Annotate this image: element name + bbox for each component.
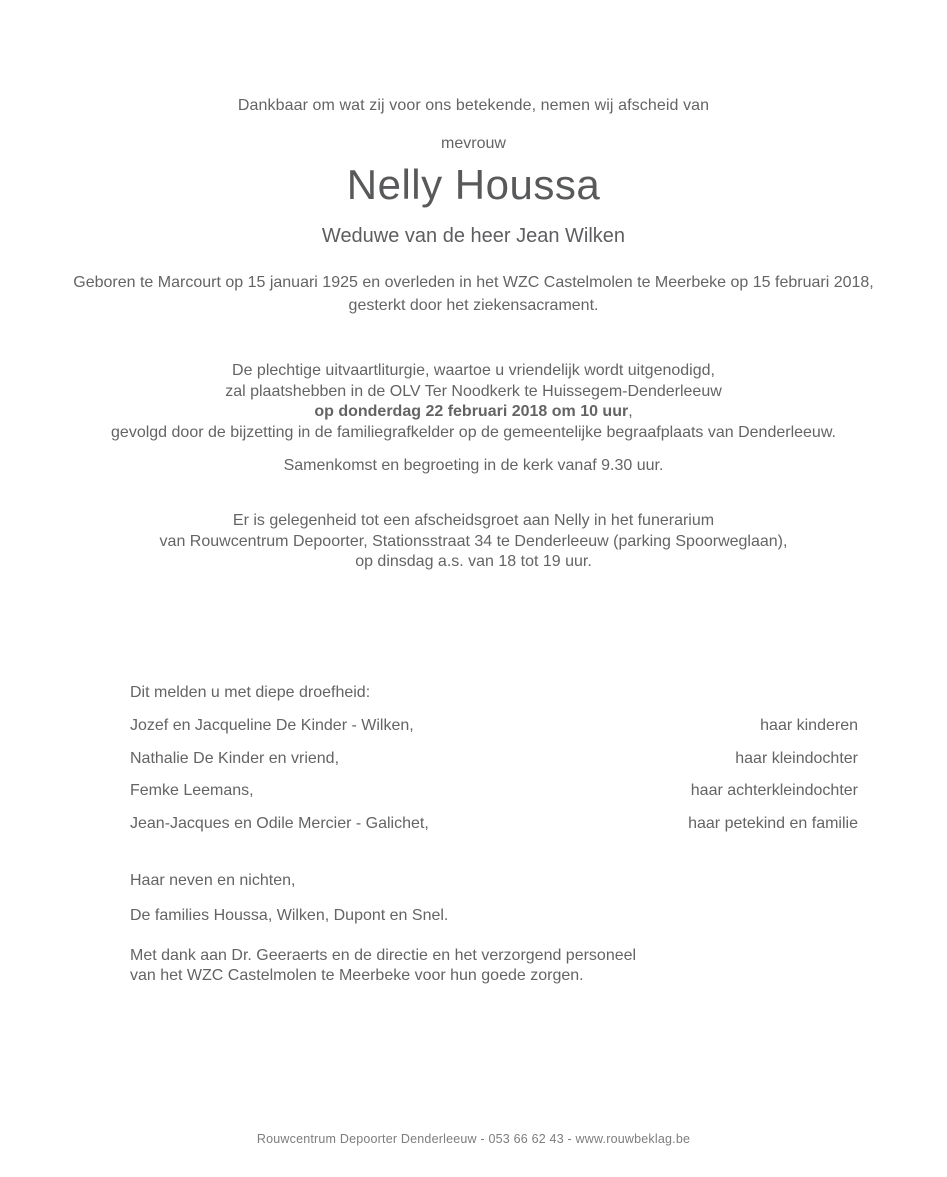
honorific: mevrouw [441, 135, 506, 152]
family-announcement-block [0, 683, 947, 834]
thanks-paragraph [0, 946, 947, 986]
birth-death-line-2: gesterkt door het ziekensacrament. [348, 297, 599, 314]
relatives-line-2: De families Houssa, Wilken, Dupont en Snel. [130, 907, 449, 924]
family-relation: haar achterkleindochter [690, 782, 858, 799]
family-relation: haar petekind en familie [688, 814, 858, 832]
farewell-line-2: van Rouwcentrum Depoorter, Stationsstraat 34 te Denderleeuw (parking Spoorweglaan), [159, 532, 788, 550]
relatives-line-1: Haar neven en nichten, [130, 872, 296, 889]
intro-line: Dankbaar om wat zij voor ons betekende, nemen wij afscheid van [237, 97, 710, 114]
farewell-line-3: op dinsdag a.s. van 18 tot 19 uur. [355, 553, 592, 570]
widow-line: Weduwe van de heer Jean Wilken [321, 225, 626, 247]
farewell-line-1: Er is gelegenheid tot een afscheidsgroet aan Nelly in het funerarium [232, 512, 715, 529]
family-row [130, 716, 858, 736]
family-names: Jozef en Jacqueline De Kinder - Wilken, [130, 717, 414, 734]
birth-death-paragraph [0, 271, 947, 317]
service-date-time: op donderdag 22 februari 2018 om 10 uur [314, 403, 629, 420]
birth-death-line-1: Geboren te Marcourt op 15 januari 1925 en overleden in het WZC Castelmolen te Meerbeke op 15 februari 2018, [73, 274, 874, 291]
service-line-3 [0, 402, 947, 423]
family-row [130, 814, 858, 834]
service-line-4: gevolgd door de bijzetting in de familiegrafkelder op de gemeentelijke begraafplaats van Denderleeuw. [111, 423, 836, 441]
service-line-3-tail: , [628, 403, 633, 420]
announcement-header: Dit melden u met diepe droefheid: [130, 684, 371, 701]
gathering-line: Samenkomst en begroeting in de kerk vanaf 9.30 uur. [283, 457, 664, 474]
family-names: Nathalie De Kinder en vriend, [130, 749, 340, 767]
family-relation: haar kleindochter [735, 749, 858, 767]
deceased-name: Nelly Houssa [346, 161, 601, 208]
service-line-2: zal plaatshebben in de OLV Ter Noodkerk te Huissegem-Denderleeuw [225, 382, 722, 400]
funeral-service-paragraph [0, 361, 947, 443]
family-row [130, 781, 858, 801]
funeral-home-footer: Rouwcentrum Depoorter Denderleeuw - 053 66 62 43 - www.rouwbeklag.be [256, 1132, 691, 1146]
farewell-paragraph [0, 511, 947, 573]
service-line-1: De plechtige uitvaartliturgie, waartoe u vriendelijk wordt uitgenodigd, [232, 362, 715, 379]
family-names: Jean-Jacques en Odile Mercier - Galichet, [130, 814, 429, 832]
family-relation: haar kinderen [760, 717, 858, 734]
family-names: Femke Leemans, [130, 782, 254, 799]
thanks-line-2: van het WZC Castelmolen te Meerbeke voor hun goede zorgen. [130, 967, 584, 984]
thanks-line-1: Met dank aan Dr. Geeraerts en de directie en het verzorgend personeel [130, 947, 637, 964]
family-row [130, 749, 858, 769]
